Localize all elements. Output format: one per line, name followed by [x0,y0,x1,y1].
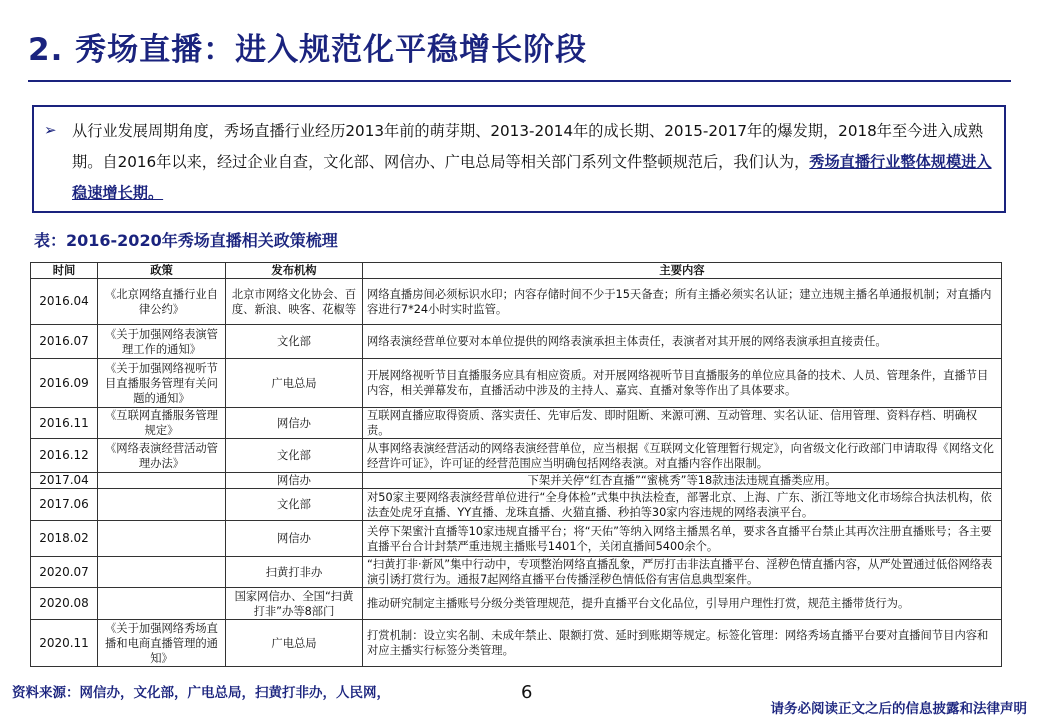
cell-policy: 《关于加强网络视听节目直播服务管理有关问题的通知》 [98,359,226,408]
cell-content: 推动研究制定主播账号分级分类管理规范，提升直播平台文化品位，引导用户理性打赏，规范主播带货行为。 [363,588,1002,620]
table-row [31,557,1002,588]
cell-policy: 《互联网直播服务管理规定》 [98,408,226,439]
header-org: 发布机构 [226,263,363,279]
cell-org: 网信办 [226,473,363,489]
header-policy: 政策 [98,263,226,279]
cell-policy: 《北京网络直播行业自律公约》 [98,279,226,325]
page-title: 2. 秀场直播：进入规范化平稳增长阶段 [28,32,588,68]
table-row [31,489,1002,521]
cell-time: 2016.12 [31,439,98,473]
page-number: 6 [521,682,533,703]
cell-org: 北京市网络文化协会、百度、新浪、映客、花椒等 [226,279,363,325]
cell-time: 2020.08 [31,588,98,620]
summary-box [32,105,1006,213]
cell-org: 广电总局 [226,359,363,408]
cell-time: 2017.06 [31,489,98,521]
cell-org: 网信办 [226,408,363,439]
cell-content: 关停下架蜜汁直播等10家违规直播平台；将“天佑”等纳入网络主播黑名单，要求各直播平台禁止其再次注册直播账号；各主要直播平台合计封禁严重违规主播账号1401个，关闭直播间5400余个。 [363,521,1002,557]
cell-time: 2020.11 [31,620,98,667]
cell-time: 2016.09 [31,359,98,408]
cell-policy: 《关于加强网络表演管理工作的通知》 [98,325,226,359]
cell-content: 对50家主要网络表演经营单位进行“全身体检”式集中执法检查，部署北京、上海、广东、浙江等地文化市场综合执法机构，依法查处虎牙直播、YY直播、龙珠直播、火猫直播、秒拍等30家内容违规的网络表演平台。 [363,489,1002,521]
cell-org: 扫黄打非办 [226,557,363,588]
cell-time: 2016.11 [31,408,98,439]
table-row [31,521,1002,557]
summary-emphasis: 秀场直播行业整体规模进入稳速增长期。 [72,153,992,202]
cell-content: 网络表演经营单位要对本单位提供的网络表演承担主体责任，表演者对其开展的网络表演承担直接责任。 [363,325,1002,359]
summary-text [72,116,997,209]
source-note: 资料来源：网信办，文化部，广电总局，扫黄打非办，人民网， [12,685,390,701]
table-row [31,620,1002,667]
table-row [31,588,1002,620]
cell-content: 开展网络视听节目直播服务应具有相应资质。对开展网络视听节目直播服务的单位应具备的技术、人员、管理条件，直播节目内容，相关弹幕发布，直播活动中涉及的主持人、嘉宾、直播对象等作出了具体要求。 [363,359,1002,408]
cell-policy [98,489,226,521]
table-row [31,325,1002,359]
table-row [31,408,1002,439]
cell-policy [98,557,226,588]
cell-org: 广电总局 [226,620,363,667]
cell-time: 2016.07 [31,325,98,359]
cell-time: 2018.02 [31,521,98,557]
summary-body: 从行业发展周期角度，秀场直播行业经历2013年前的萌芽期、2013-2014年的成长期、2015-2017年的爆发期，2018年至今进入成熟期。自2016年以来，经过企业自查，文化部、网信办、广电总局等相关部门系列文件整顿规范后，我们认为， [72,122,984,171]
table-row [31,439,1002,473]
table-header-row [31,263,1002,279]
cell-policy [98,521,226,557]
header-time: 时间 [31,263,98,279]
title-divider [28,80,1011,82]
cell-content: 从事网络表演经营活动的网络表演经营单位，应当根据《互联网文化管理暂行规定》，向省级文化行政部门申请取得《网络文化经营许可证》，许可证的经营范围应当明确包括网络表演。对直播内容作出限制。 [363,439,1002,473]
cell-content: 网络直播房间必须标识水印；内容存储时间不少于15天备查；所有主播必须实名认证；建立违规主播名单通报机制；对直播内容进行7*24小时实时监管。 [363,279,1002,325]
cell-time: 2016.04 [31,279,98,325]
table-row [31,279,1002,325]
cell-policy [98,473,226,489]
table-row [31,359,1002,408]
cell-content: 下架并关停“红杏直播”“蜜桃秀”等18款违法违规直播类应用。 [363,473,1002,489]
cell-org: 文化部 [226,325,363,359]
cell-org: 文化部 [226,439,363,473]
cell-time: 2020.07 [31,557,98,588]
cell-content: 互联网直播应取得资质、落实责任、先审后发、即时阻断、来源可溯、互动管理、实名认证、信用管理、资料存档、明确权责。 [363,408,1002,439]
cell-policy: 《关于加强网络秀场直播和电商直播管理的通知》 [98,620,226,667]
cell-org: 文化部 [226,489,363,521]
cell-policy [98,588,226,620]
cell-content: “扫黄打非·新风”集中行动中，专项整治网络直播乱象，严厉打击非法直播平台、淫秽色情直播内容，从严处置通过低俗网络表演引诱打赏行为。通报7起网络直播平台传播淫秽色情低俗有害信息典型案件。 [363,557,1002,588]
cell-time: 2017.04 [31,473,98,489]
header-content: 主要内容 [363,263,1002,279]
cell-org: 网信办 [226,521,363,557]
cell-policy: 《网络表演经营活动管理办法》 [98,439,226,473]
cell-org: 国家网信办、全国“扫黄打非”办等8部门 [226,588,363,620]
policy-table [30,262,1002,667]
bullet-arrow-icon: ➢ [44,121,57,139]
table-row [31,473,1002,489]
disclaimer-link[interactable]: 请务必阅读正文之后的信息披露和法律声明 [770,701,1027,717]
table-caption: 表：2016-2020年秀场直播相关政策梳理 [34,231,338,250]
cell-content: 打赏机制：设立实名制、未成年禁止、限额打赏、延时到账期等规定。标签化管理：网络秀场直播平台要对直播间节目内容和对应主播实行标签分类管理。 [363,620,1002,667]
